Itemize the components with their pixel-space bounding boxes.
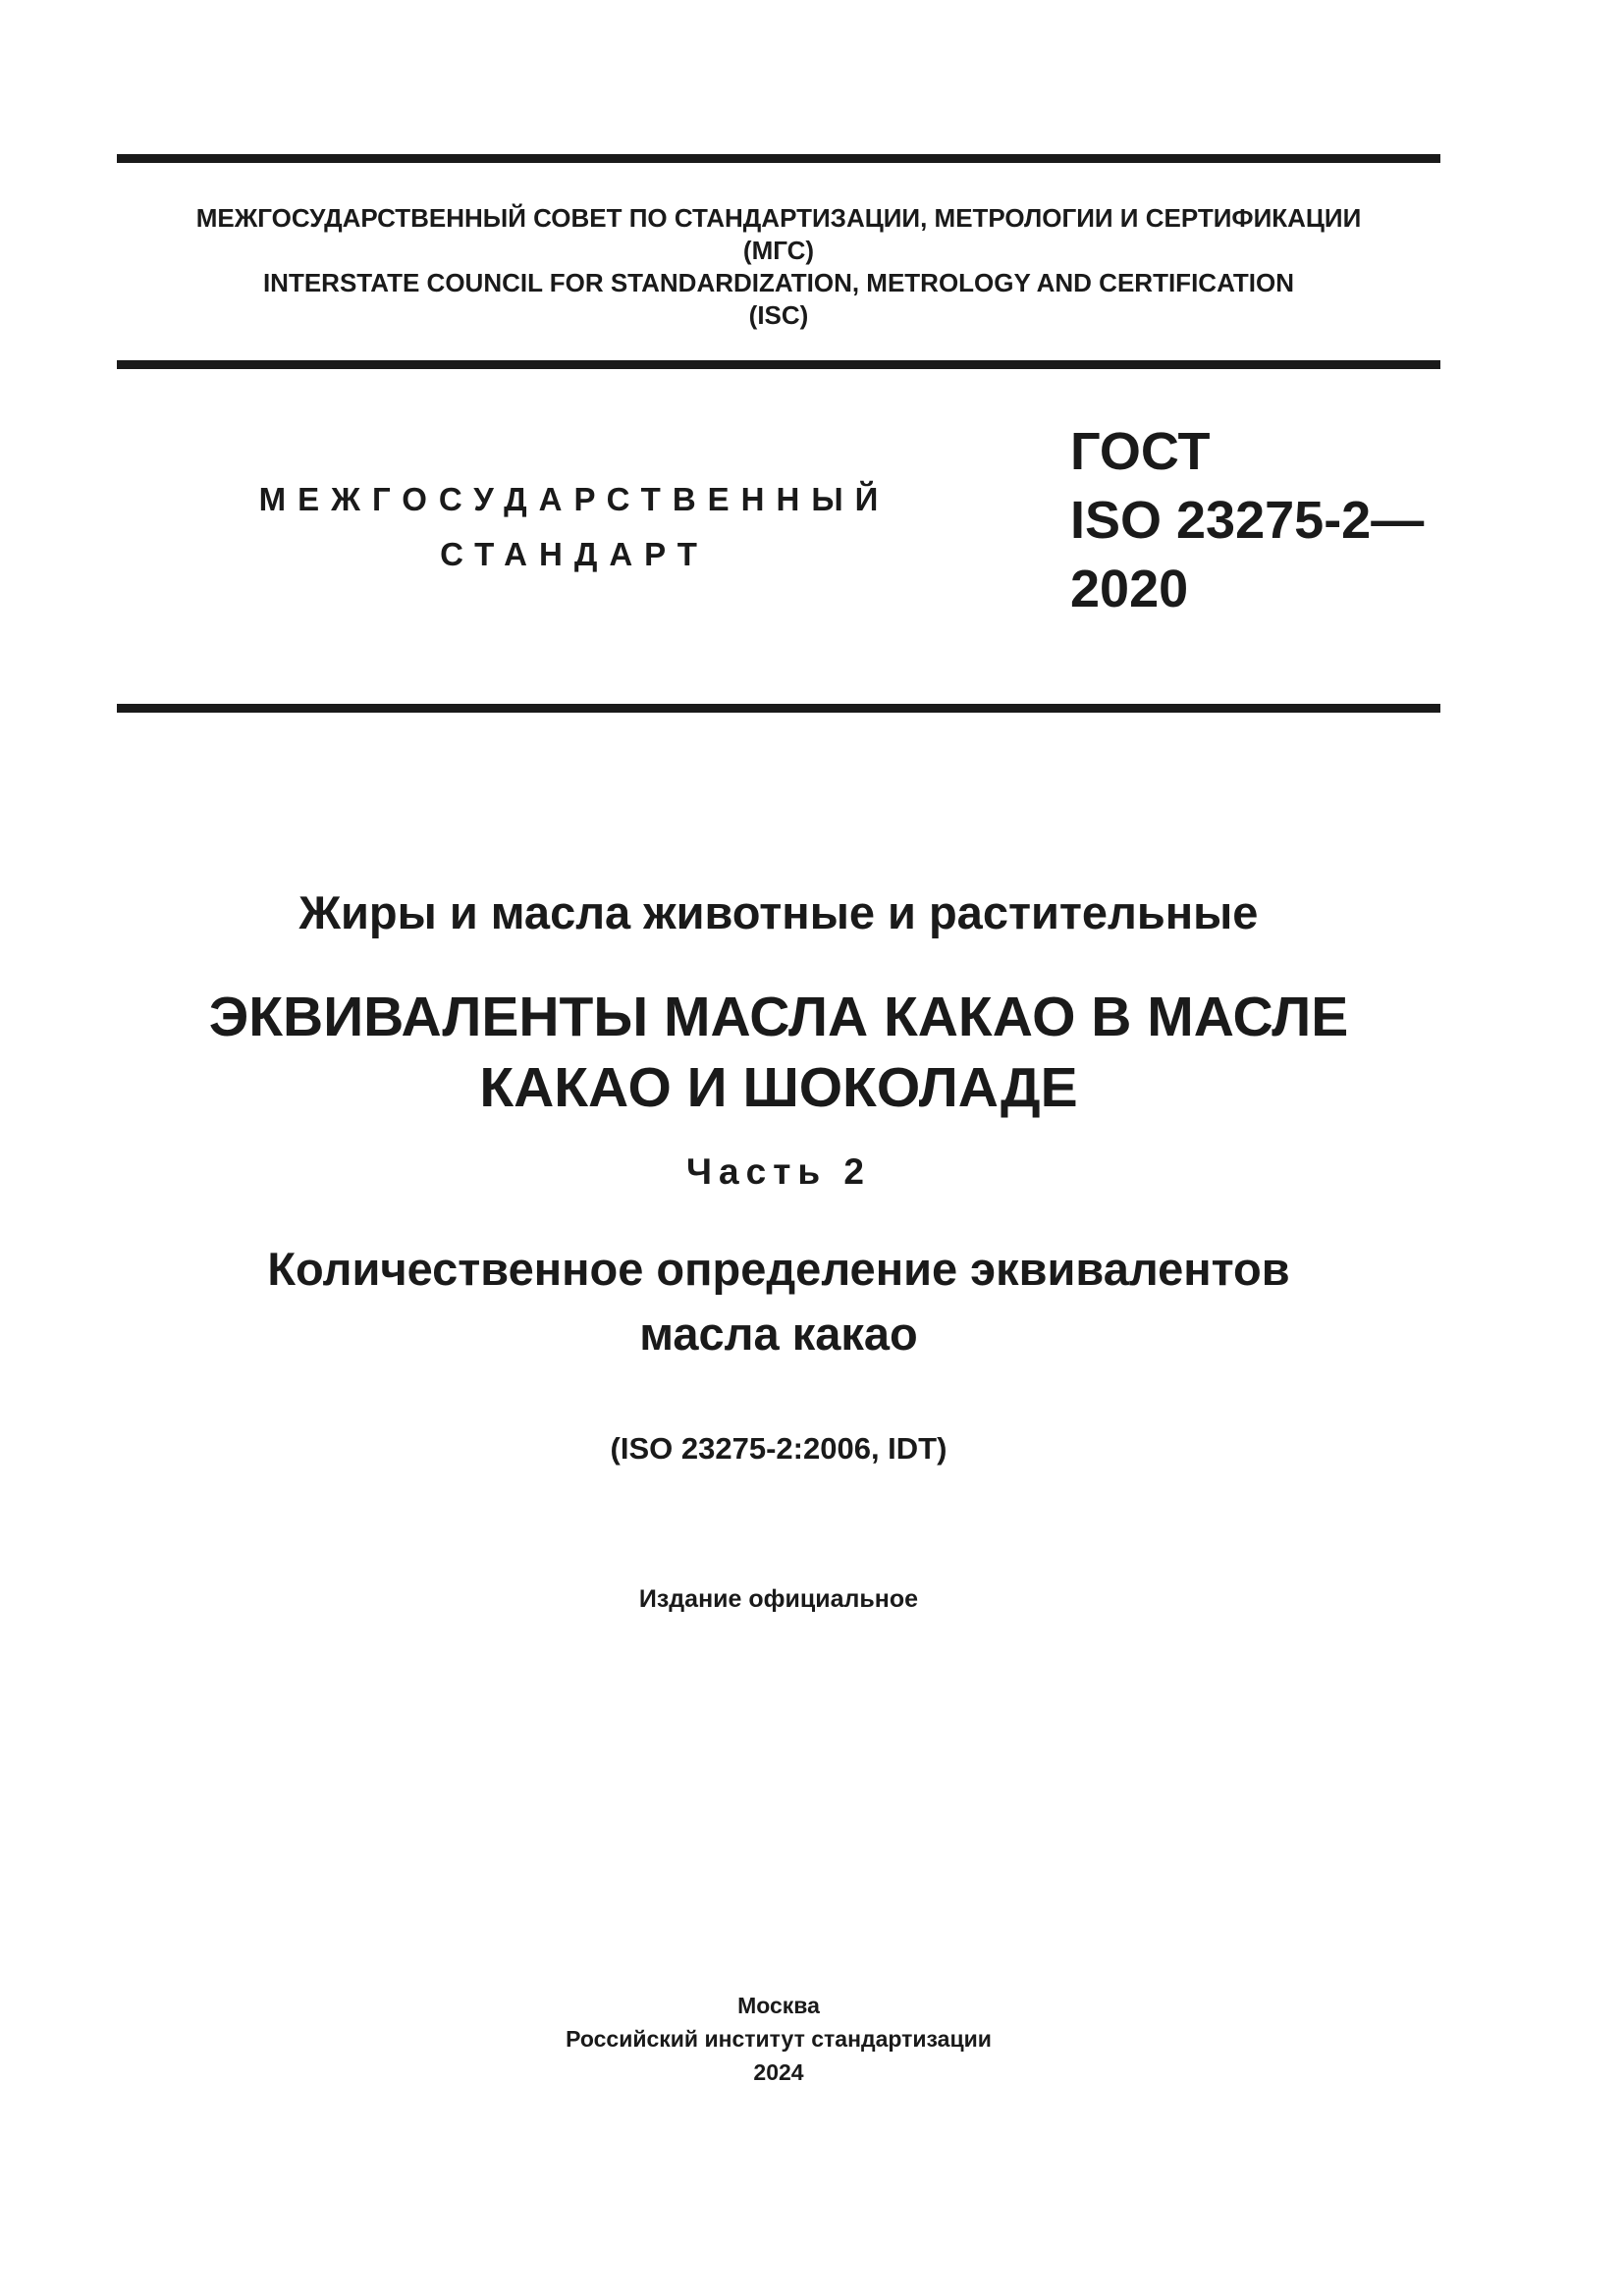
standard-designation xyxy=(1070,417,1424,623)
council-name-en: INTERSTATE COUNCIL FOR STANDARDIZATION, METROLOGY AND CERTIFICATION xyxy=(262,268,1295,297)
edition-note: Издание официальное xyxy=(638,1585,919,1613)
publisher-year: 2024 xyxy=(753,2059,804,2085)
main-title-line2: КАКАО И ШОКОЛАДЕ xyxy=(479,1056,1078,1119)
council-name-ru: МЕЖГОСУДАРСТВЕННЫЙ СОВЕТ ПО СТАНДАРТИЗАЦИИ, МЕТРОЛОГИИ И СЕРТИФИКАЦИИ xyxy=(195,203,1362,233)
main-title-line1: ЭКВИВАЛЕНТЫ МАСЛА КАКАО В МАСЛЕ xyxy=(208,986,1349,1048)
standard-type-line2: СТАНДАРТ xyxy=(440,536,709,572)
designation-divider xyxy=(117,704,1440,713)
part-title xyxy=(117,1237,1440,1366)
designation-line1: ГОСТ xyxy=(1070,422,1211,481)
council-abbr-ru: (МГС) xyxy=(742,236,815,265)
main-title xyxy=(117,982,1440,1123)
part-title-line2: масла какао xyxy=(639,1308,918,1360)
subject-heading: Жиры и масла животные и растительные xyxy=(298,886,1259,938)
designation-line3: 2020 xyxy=(1070,560,1189,618)
council-header xyxy=(117,202,1440,332)
publisher-city: Москва xyxy=(737,1993,820,2018)
standard-type xyxy=(236,472,913,582)
part-label: Часть 2 xyxy=(686,1151,871,1192)
iso-reference: (ISO 23275-2:2006, IDT) xyxy=(610,1431,947,1466)
publisher-organization: Российский институт стандартизации xyxy=(566,2026,992,2052)
header-divider xyxy=(117,360,1440,369)
publisher-block xyxy=(117,1989,1440,2089)
top-divider xyxy=(117,154,1440,163)
part-title-line1: Количественное определение эквивалентов xyxy=(267,1243,1290,1295)
designation-line2: ISO 23275-2— xyxy=(1070,491,1425,550)
council-abbr-en: (ISC) xyxy=(748,300,809,330)
standard-type-line1: МЕЖГОСУДАРСТВЕННЫЙ xyxy=(258,481,891,517)
